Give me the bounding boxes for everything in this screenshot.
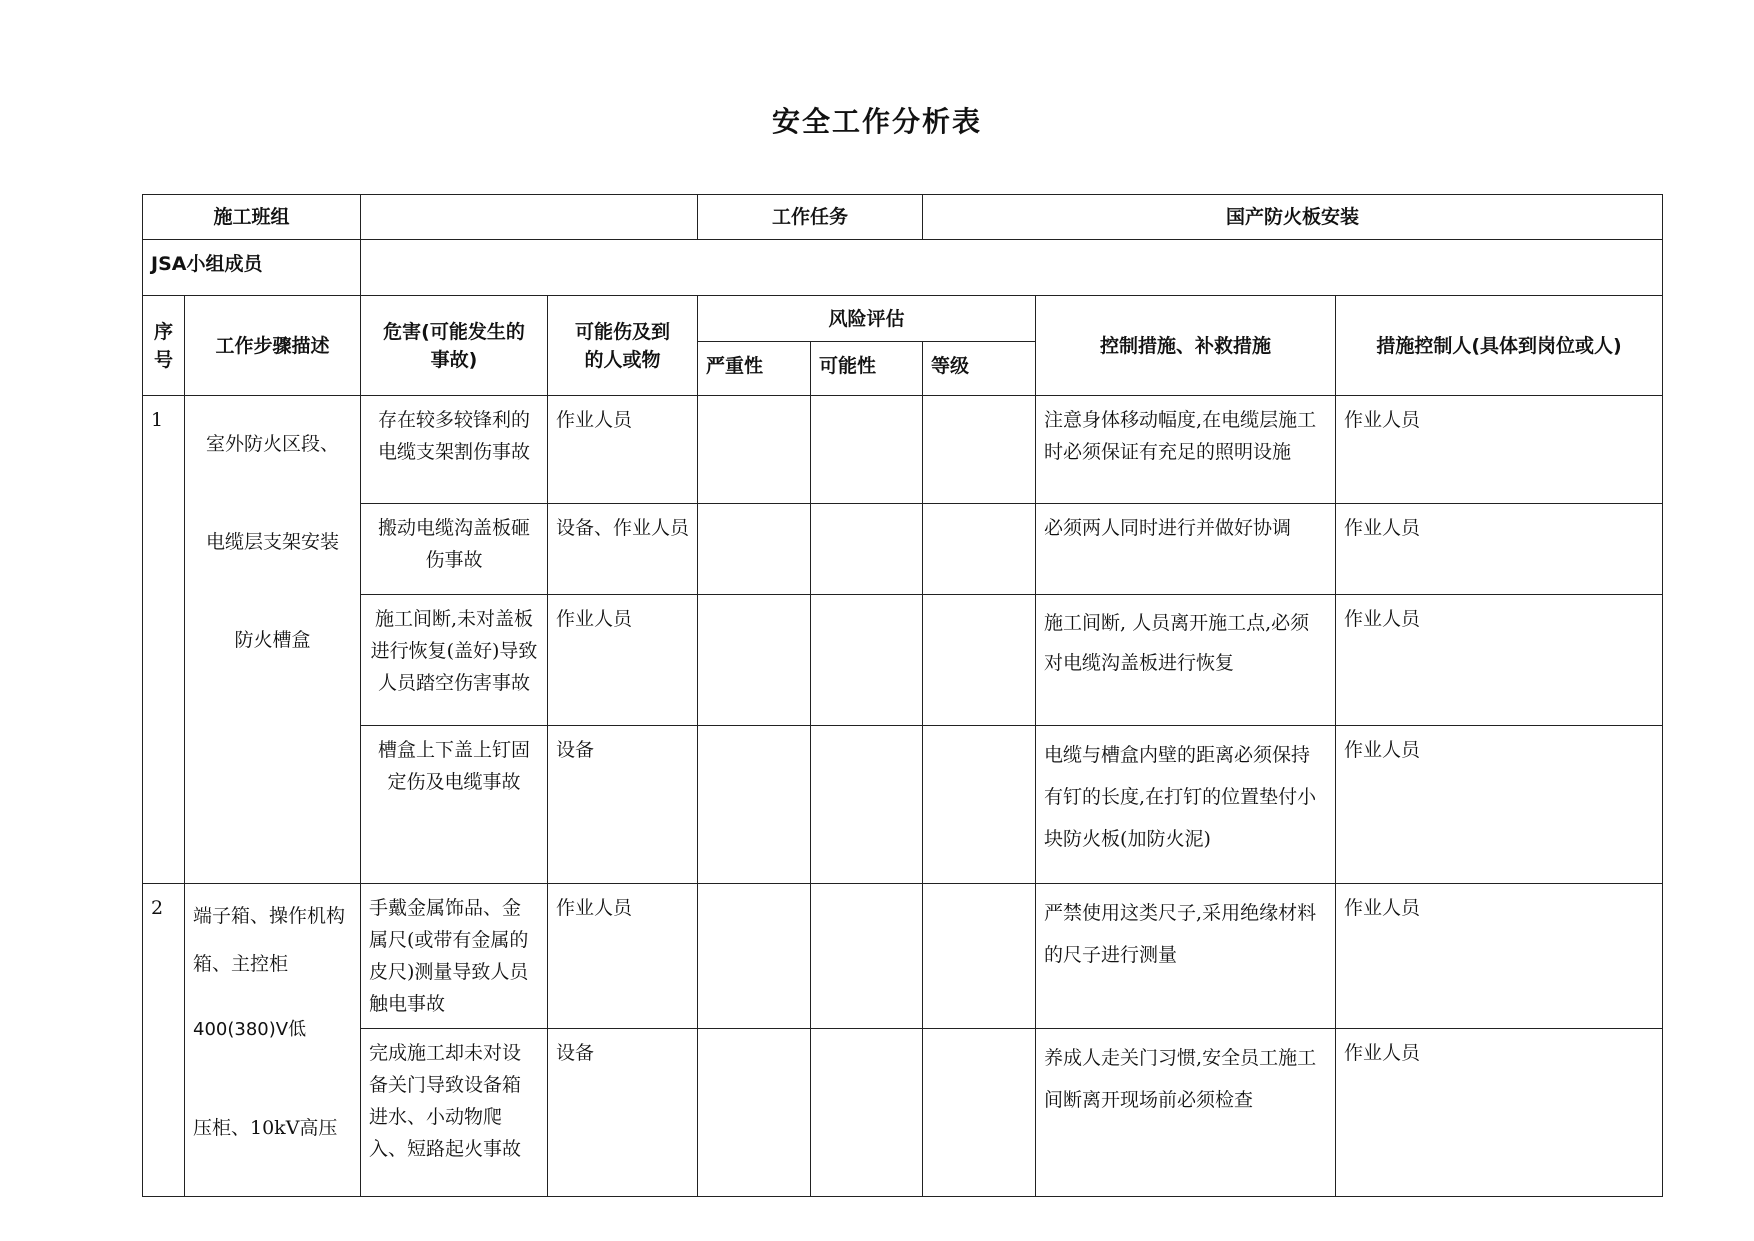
level-cell — [923, 504, 1036, 595]
likelihood-cell — [811, 396, 923, 504]
col-step: 工作步骤描述 — [185, 296, 361, 396]
hazard-cell: 手戴金属饰品、金属尺(或带有金属的皮尺)测量导致人员触电事故 — [361, 884, 548, 1029]
info-row-members — [143, 240, 1663, 296]
affected-cell: 作业人员 — [548, 884, 698, 1029]
control-cell: 施工间断, 人员离开施工点,必须对电缆沟盖板进行恢复 — [1036, 595, 1336, 726]
step-line: 400(380)V低 — [193, 1019, 307, 1040]
step-line: 电缆层支架安装 — [206, 531, 340, 553]
table-row — [143, 884, 1663, 1029]
hazard-cell: 槽盒上下盖上钉固定伤及电缆事故 — [361, 726, 548, 884]
affected-cell: 设备 — [548, 1029, 698, 1197]
members-label: JSA小组成员 — [143, 240, 361, 296]
severity-cell — [698, 884, 811, 1029]
likelihood-cell — [811, 1029, 923, 1197]
col-hazard: 危害(可能发生的 事故) — [361, 296, 548, 396]
team-value — [361, 195, 698, 240]
level-cell — [923, 884, 1036, 1029]
severity-cell — [698, 1029, 811, 1197]
col-controller: 措施控制人(具体到岗位或人) — [1336, 296, 1663, 396]
task-value: 国产防火板安装 — [923, 195, 1663, 240]
control-cell: 电缆与槽盒内壁的距离必须保持有钉的长度,在打钉的位置垫付小块防火板(加防火泥) — [1036, 726, 1336, 884]
col-control: 控制措施、补救措施 — [1036, 296, 1336, 396]
control-cell: 严禁使用这类尺子,采用绝缘材料的尺子进行测量 — [1036, 884, 1336, 1029]
step-line: 压柜、10kV高压 — [193, 1117, 338, 1139]
level-cell — [923, 396, 1036, 504]
level-cell — [923, 595, 1036, 726]
likelihood-cell — [811, 884, 923, 1029]
col-seq: 序 号 — [143, 296, 185, 396]
severity-cell — [698, 504, 811, 595]
hazard-cell: 搬动电缆沟盖板砸伤事故 — [361, 504, 548, 595]
controller-cell: 作业人员 — [1336, 396, 1663, 504]
controller-cell: 作业人员 — [1336, 1029, 1663, 1197]
affected-cell: 作业人员 — [548, 396, 698, 504]
likelihood-cell — [811, 595, 923, 726]
hazard-cell: 完成施工却未对设备关门导致设备箱进水、小动物爬入、短路起火事故 — [361, 1029, 548, 1197]
table-row — [143, 396, 1663, 504]
affected-cell: 设备、作业人员 — [548, 504, 698, 595]
control-cell: 必须两人同时进行并做好协调 — [1036, 504, 1336, 595]
severity-cell — [698, 396, 811, 504]
hazard-cell: 存在较多较锋利的电缆支架割伤事故 — [361, 396, 548, 504]
level-cell — [923, 1029, 1036, 1197]
affected-cell: 设备 — [548, 726, 698, 884]
controller-cell: 作业人员 — [1336, 726, 1663, 884]
row-step — [185, 396, 361, 884]
controller-cell: 作业人员 — [1336, 884, 1663, 1029]
affected-cell: 作业人员 — [548, 595, 698, 726]
row-step — [185, 884, 361, 1197]
members-value — [361, 240, 1663, 296]
hazard-cell: 施工间断,未对盖板进行恢复(盖好)导致人员踏空伤害事故 — [361, 595, 548, 726]
col-level: 等级 — [923, 342, 1036, 396]
controller-cell: 作业人员 — [1336, 595, 1663, 726]
column-header-row — [143, 296, 1663, 342]
likelihood-cell — [811, 726, 923, 884]
info-row-team — [143, 195, 1663, 240]
control-cell: 养成人走关门习惯,安全员工施工间断离开现场前必须检查 — [1036, 1029, 1336, 1197]
controller-cell: 作业人员 — [1336, 504, 1663, 595]
level-cell — [923, 726, 1036, 884]
table-row — [143, 1029, 1663, 1197]
severity-cell — [698, 726, 811, 884]
control-cell: 注意身体移动幅度,在电缆层施工时必须保证有充足的照明设施 — [1036, 396, 1336, 504]
team-label: 施工班组 — [143, 195, 361, 240]
col-affected: 可能伤及到 的人或物 — [548, 296, 698, 396]
col-likelihood: 可能性 — [811, 342, 923, 396]
likelihood-cell — [811, 504, 923, 595]
col-severity: 严重性 — [698, 342, 811, 396]
col-risk: 风险评估 — [698, 296, 1036, 342]
severity-cell — [698, 595, 811, 726]
jsa-table — [142, 194, 1663, 1197]
task-label: 工作任务 — [698, 195, 923, 240]
table-row — [143, 726, 1663, 884]
page-title: 安全工作分析表 — [771, 105, 982, 138]
row-seq: 2 — [143, 884, 185, 1197]
table-row — [143, 504, 1663, 595]
row-seq: 1 — [143, 396, 185, 884]
step-line: 防火槽盒 — [234, 629, 311, 651]
table-row — [143, 595, 1663, 726]
step-line: 室外防火区段、 — [206, 433, 340, 455]
step-line: 端子箱、操作机构箱、主控柜 — [193, 905, 346, 975]
